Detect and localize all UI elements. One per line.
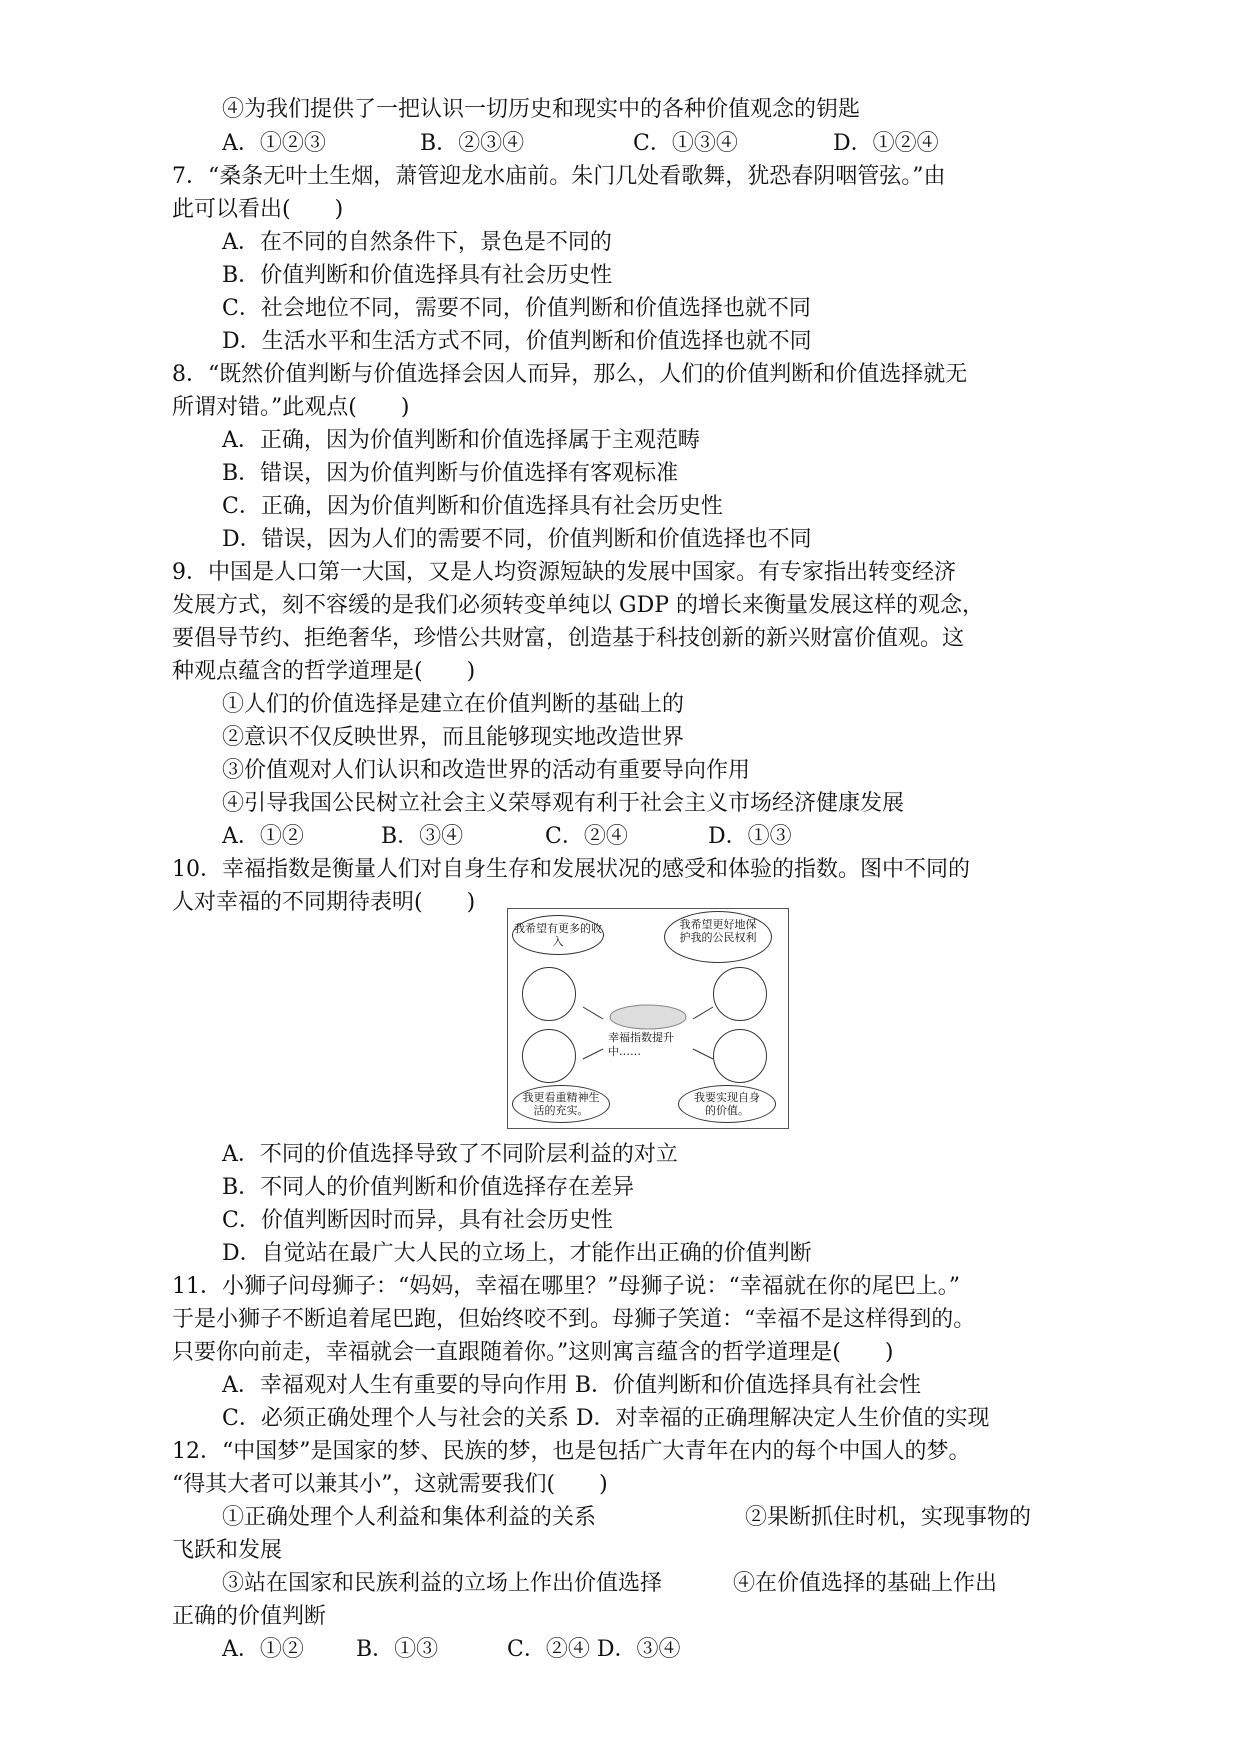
option-cd[interactable]: C．②④ D．③④ <box>507 1637 681 1662</box>
option-b[interactable]: B．③④ <box>381 824 464 849</box>
question-7-stem: 7．“桑条无叶土生烟，萧管迎龙水庙前。朱门几处看歌舞，犹恐春阴咽管弦。”由 <box>172 164 946 189</box>
option-b[interactable]: B．①③ <box>356 1637 439 1662</box>
happiness-figure <box>507 908 789 1129</box>
q12-statement-4-cont: 正确的价值判断 <box>172 1604 327 1629</box>
option-d[interactable]: D．①③ <box>708 824 792 849</box>
option-c[interactable]: C．①③④ <box>633 131 738 156</box>
question-7-stem-cont: 此可以看出( ) <box>172 197 344 222</box>
bubble-top-right: 我希望更好地保护我的公民权利 <box>664 911 772 963</box>
figure-center-label: 幸福指数提升中…… <box>608 1031 674 1058</box>
question-11-stem: 11．小狮子问母狮子：“妈妈，幸福在哪里？”母狮子说：“幸福就在你的尾巴上。” <box>172 1274 960 1299</box>
q8-option-a[interactable]: A．正确，因为价值判断和价值选择属于主观范畴 <box>222 428 700 453</box>
option-a[interactable]: A．①② <box>222 1637 304 1662</box>
q7-option-b[interactable]: B．价值判断和价值选择具有社会历史性 <box>222 263 613 288</box>
option-a[interactable]: A．①②③ <box>222 131 326 156</box>
person-face-icon <box>522 967 576 1021</box>
question-8-stem: 8．“既然价值判断与价值选择会因人而异，那么，人们的价值判断和价值选择就无 <box>172 362 968 387</box>
question-12-stem-cont: “得其大者可以兼其小”，这就需要我们( ) <box>172 1472 608 1497</box>
q11-options-ab[interactable]: A．幸福观对人生有重要的导向作用 B．价值判断和价值选择具有社会性 <box>222 1373 922 1398</box>
question-9-stem-cont1: 发展方式，刻不容缓的是我们必须转变单纯以 GDP 的增长来衡量发展这样的观念， <box>172 593 985 618</box>
option-a[interactable]: A．①② <box>222 824 304 849</box>
q12-statement-4: ④在价值选择的基础上作出 <box>733 1571 998 1596</box>
q10-option-c[interactable]: C．价值判断因时而异，具有社会历史性 <box>222 1208 613 1233</box>
question-8-stem-cont: 所谓对错。”此观点( ) <box>172 395 410 420</box>
q10-option-d[interactable]: D．自觉站在最广大人民的立场上，才能作出正确的价值判断 <box>222 1241 812 1266</box>
q9-statement-4: ④引导我国公民树立社会主义荣辱观有利于社会主义市场经济健康发展 <box>222 791 905 816</box>
q10-option-b[interactable]: B．不同人的价值判断和价值选择存在差异 <box>222 1175 635 1200</box>
question-11-stem-cont1: 于是小狮子不断追着尾巴跑，但始终咬不到。母狮子笑道：“幸福不是这样得到的。 <box>172 1307 976 1332</box>
question-10-stem: 10．幸福指数是衡量人们对自身生存和发展状况的感受和体验的指数。图中不同的 <box>172 857 970 882</box>
q9-statement-3: ③价值观对人们认识和改造世界的活动有重要导向作用 <box>222 758 751 783</box>
q7-option-d[interactable]: D．生活水平和生活方式不同，价值判断和价值选择也就不同 <box>222 329 812 354</box>
q9-statement-2: ②意识不仅反映世界，而且能够现实地改造世界 <box>222 725 685 750</box>
option-d[interactable]: D．①②④ <box>833 131 939 156</box>
q8-option-b[interactable]: B．错误，因为价值判断与价值选择有客观标准 <box>222 461 679 486</box>
bubble-bottom-right: 我要实现自身的价值。 <box>678 1085 776 1123</box>
question-11-stem-cont2: 只要你向前走，幸福就会一直跟随着你。”这则寓言蕴含的哲学道理是( ) <box>172 1340 894 1365</box>
option-b[interactable]: B．②③④ <box>420 131 525 156</box>
question-9-stem: 9．中国是人口第一大国，又是人均资源短缺的发展中国家。有专家指出转变经济 <box>172 560 956 585</box>
q10-option-a[interactable]: A．不同的价值选择导致了不同阶层利益的对立 <box>222 1142 678 1167</box>
question-12-stem: 12．“中国梦”是国家的梦、民族的梦，也是包括广大青年在内的每个中国人的梦。 <box>172 1439 971 1464</box>
question-9-stem-cont2: 要倡导节约、拒绝奢华，珍惜公共财富，创造基于科技创新的新兴财富价值观。这 <box>172 626 965 651</box>
q11-options-cd[interactable]: C．必须正确处理个人与社会的关系 D．对幸福的正确理解决定人生价值的实现 <box>222 1406 990 1431</box>
q12-statement-1: ①正确处理个人利益和集体利益的关系 <box>222 1505 597 1530</box>
q7-option-c[interactable]: C．社会地位不同，需要不同，价值判断和价值选择也就不同 <box>222 296 811 321</box>
q12-statement-2: ②果断抓住时机，实现事物的 <box>745 1505 1032 1530</box>
person-face-icon <box>713 1029 767 1083</box>
person-face-icon <box>522 1029 576 1083</box>
statement-4: ④为我们提供了一把认识一切历史和现实中的各种价值观念的钥匙 <box>222 97 861 122</box>
q12-statement-2-cont: 飞跃和发展 <box>172 1538 283 1563</box>
person-face-icon <box>713 967 767 1021</box>
q8-option-d[interactable]: D．错误，因为人们的需要不同，价值判断和价值选择也不同 <box>222 527 812 552</box>
q7-option-a[interactable]: A．在不同的自然条件下，景色是不同的 <box>222 230 612 255</box>
bubble-top-left: 我希望有更多的收入 <box>512 915 604 955</box>
q8-option-c[interactable]: C．正确，因为价值判断和价值选择具有社会历史性 <box>222 494 723 519</box>
question-9-stem-cont3: 种观点蕴含的哲学道理是( ) <box>172 659 476 684</box>
bubble-bottom-left: 我更看重精神生活的充实。 <box>512 1085 610 1123</box>
question-10-stem-line2: 人对幸福的不同期待表明( ) <box>172 890 476 915</box>
q9-statement-1: ①人们的价值选择是建立在价值判断的基础上的 <box>222 692 685 717</box>
q12-statement-3: ③站在国家和民族利益的立场上作出价值选择 <box>222 1571 663 1596</box>
option-c[interactable]: C．②④ <box>545 824 628 849</box>
